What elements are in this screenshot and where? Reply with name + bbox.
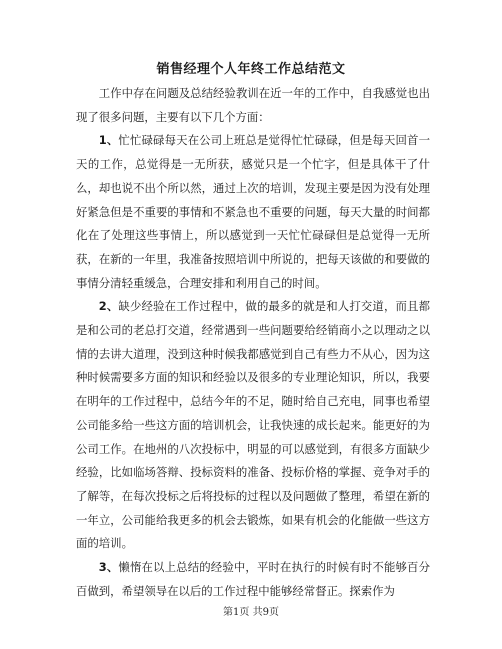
item-text: 忙忙碌碌每天在公司上班总是觉得忙忙碌碌，但是每天回首一天的工作，总觉得是一无所获，感觉只是一个忙字，但是具体干了什么，却也说不出个所以然，通过上次的培训，发现主要是因为没有处理好紧急但是不重要的事情和不紧急也不重要的问题，每天大量的时间都化在了处理这些事情上，所以感觉到一天忙忙碌碌但是总觉得一无所获，在新的一年里，我准备按照培训中所说的，把每天该做的和要做的事情分清轻重缓急，合理安排和利用自己的时间。	[76, 133, 430, 290]
item-text: 缺少经验在工作过程中，做的最多的就是和人打交道，而且都是和公司的老总打交道，经常遇到一些问题要给经销商小之以理动之以情的去讲大道理，没到这种时候我都感觉到自己有些力不从心，因为这种时候需要多方面的知识和经验以及很多的专业理论知识，所以，我要在明年的工作过程中，总结今年的不足，随时给自己充电，同事也希望公司能多给一些这方面的培训机会，让我快速的成长起来。能更好的为公司工作。在地州的八次投标中，明显的可以感觉到，有很多方面缺少经验，比如临场答辩、投标资料的准备、投标价格的掌握、竞争对手的了解等，在每次投标之后将投标的过程以及问题做了整理，希望在新的一年立，公司能给我更多的机会去锻炼，如果有机会的化能做一些这方面的培训。	[76, 299, 430, 551]
paragraph-item-1	[76, 129, 430, 295]
item-number: 1、	[98, 133, 119, 148]
document-title: 销售经理个人年终工作总结范文	[156, 62, 346, 77]
paragraph-item-3	[76, 556, 430, 603]
item-text: 懒惰在以上总结的经验中，平时在执行的时候有时不能够百分百做到，希望领导在以后的工作过程中能够经常督正。探索作为	[76, 560, 430, 598]
document-body	[76, 82, 430, 603]
paragraph-item-2	[76, 295, 430, 556]
page-footer: 第1页 共9页	[223, 607, 279, 618]
intro-paragraph: 工作中存在问题及总结经验教训在近一年的工作中，自我感觉也出现了很多问题，主要有以下几个方面：	[76, 86, 430, 124]
item-number: 3、	[98, 560, 119, 575]
item-number: 2、	[98, 299, 119, 314]
